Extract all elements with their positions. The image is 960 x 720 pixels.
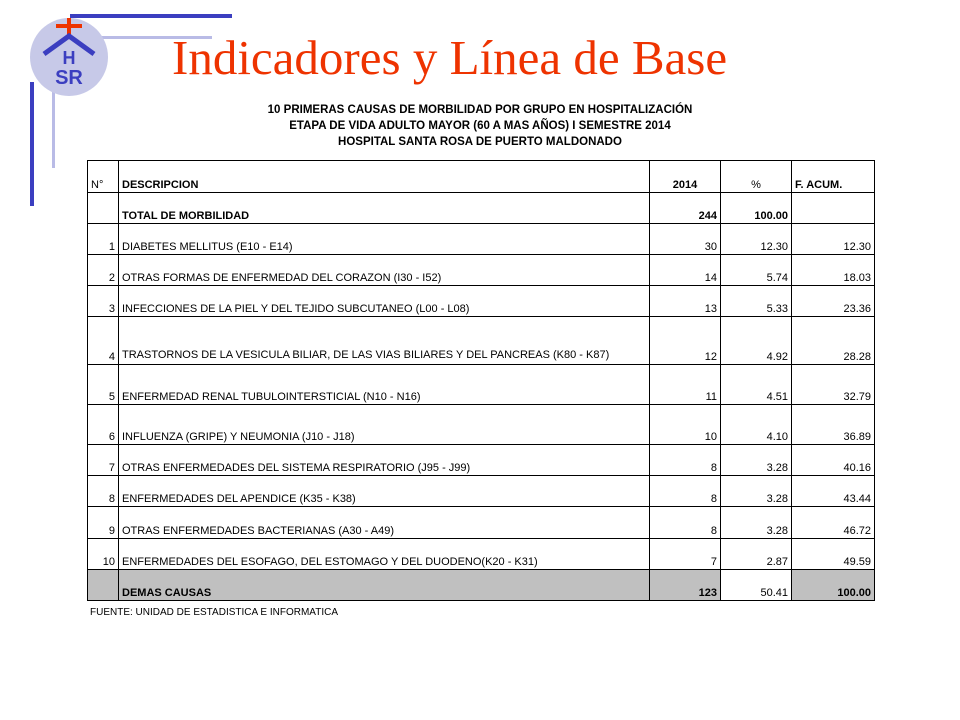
row-desc: ENFERMEDADES DEL ESOFAGO, DEL ESTOMAGO Y DEL DUODENO(K20 - K31): [119, 539, 650, 570]
table-row: [88, 476, 875, 507]
row-desc: ENFERMEDAD RENAL TUBULOINTERSTICIAL (N10 - N16): [119, 365, 650, 405]
row-year: 13: [650, 286, 721, 317]
demas-pct: 50.41: [721, 570, 792, 601]
demas-num: [88, 570, 119, 601]
svg-text:SR: SR: [55, 67, 83, 89]
col-header-acum: F. ACUM.: [792, 161, 875, 193]
row-pct: 5.33: [721, 286, 792, 317]
row-num: 10: [88, 539, 119, 570]
total-desc: TOTAL DE MORBILIDAD: [119, 193, 650, 224]
row-pct: 4.51: [721, 365, 792, 405]
col-header-num: N°: [88, 161, 119, 193]
row-desc: OTRAS ENFERMEDADES BACTERIANAS (A30 - A49): [119, 507, 650, 539]
house-cross-icon: [30, 18, 108, 96]
row-pct: 4.92: [721, 317, 792, 365]
row-year: 8: [650, 507, 721, 539]
row-year: 14: [650, 255, 721, 286]
row-desc: INFLUENZA (GRIPE) Y NEUMONIA (J10 - J18): [119, 405, 650, 445]
row-acum: 23.36: [792, 286, 875, 317]
heading-line-3: HOSPITAL SANTA ROSA DE PUERTO MALDONADO: [338, 136, 622, 148]
table-row: [88, 224, 875, 255]
row-year: 12: [650, 317, 721, 365]
row-pct: 3.28: [721, 476, 792, 507]
row-num: 1: [88, 224, 119, 255]
table-row: [88, 286, 875, 317]
row-desc: OTRAS FORMAS DE ENFERMEDAD DEL CORAZON (I30 - I52): [119, 255, 650, 286]
row-acum: 28.28: [792, 317, 875, 365]
svg-text:H: H: [62, 48, 76, 68]
row-year: 8: [650, 476, 721, 507]
row-acum: 46.72: [792, 507, 875, 539]
frame-line-left-dark: [30, 82, 34, 206]
row-pct: 4.10: [721, 405, 792, 445]
row-acum: 32.79: [792, 365, 875, 405]
demas-causas-row: [88, 570, 875, 601]
slide-title: Indicadores y Línea de Base: [172, 30, 728, 85]
row-acum: 12.30: [792, 224, 875, 255]
table-row: [88, 365, 875, 405]
row-num: 8: [88, 476, 119, 507]
total-pct: 100.00: [721, 193, 792, 224]
row-desc: ENFERMEDADES DEL APENDICE (K35 - K38): [119, 476, 650, 507]
col-header-year: 2014: [650, 161, 721, 193]
row-num: 2: [88, 255, 119, 286]
demas-desc: DEMAS CAUSAS: [119, 570, 650, 601]
row-acum: 43.44: [792, 476, 875, 507]
table-row: [88, 405, 875, 445]
total-acum: [792, 193, 875, 224]
total-year: 244: [650, 193, 721, 224]
table-heading: [110, 102, 850, 150]
row-desc: DIABETES MELLITUS (E10 - E14): [119, 224, 650, 255]
row-pct: 3.28: [721, 445, 792, 476]
morbidity-table-container: [87, 160, 875, 601]
row-pct: 3.28: [721, 507, 792, 539]
total-row: [88, 193, 875, 224]
morbidity-table: [87, 160, 875, 601]
row-desc: INFECCIONES DE LA PIEL Y DEL TEJIDO SUBCUTANEO (L00 - L08): [119, 286, 650, 317]
row-acum: 18.03: [792, 255, 875, 286]
hospital-logo: [30, 18, 108, 96]
table-row: [88, 255, 875, 286]
row-num: 4: [88, 317, 119, 365]
source-note: FUENTE: UNIDAD DE ESTADISTICA E INFORMATICA: [90, 607, 338, 618]
row-num: 6: [88, 405, 119, 445]
row-pct: 2.87: [721, 539, 792, 570]
row-desc: TRASTORNOS DE LA VESICULA BILIAR, DE LAS VIAS BILIARES Y DEL PANCREAS (K80 - K87): [119, 317, 650, 365]
total-num: [88, 193, 119, 224]
row-acum: 36.89: [792, 405, 875, 445]
table-row: [88, 317, 875, 365]
demas-acum: 100.00: [792, 570, 875, 601]
heading-line-1: 10 PRIMERAS CAUSAS DE MORBILIDAD POR GRUPO EN HOSPITALIZACIÓN: [267, 104, 693, 116]
row-year: 30: [650, 224, 721, 255]
demas-year: 123: [650, 570, 721, 601]
row-acum: 49.59: [792, 539, 875, 570]
row-num: 5: [88, 365, 119, 405]
row-desc: OTRAS ENFERMEDADES DEL SISTEMA RESPIRATORIO (J95 - J99): [119, 445, 650, 476]
table-row: [88, 539, 875, 570]
row-pct: 12.30: [721, 224, 792, 255]
row-acum: 40.16: [792, 445, 875, 476]
row-year: 7: [650, 539, 721, 570]
row-pct: 5.74: [721, 255, 792, 286]
frame-line-left-light: [52, 92, 55, 168]
header-row: [88, 161, 875, 193]
table-row: [88, 507, 875, 539]
row-num: 7: [88, 445, 119, 476]
row-num: 3: [88, 286, 119, 317]
row-num: 9: [88, 507, 119, 539]
col-header-desc: DESCRIPCION: [119, 161, 650, 193]
row-year: 8: [650, 445, 721, 476]
row-year: 11: [650, 365, 721, 405]
heading-line-2: ETAPA DE VIDA ADULTO MAYOR (60 A MAS AÑOS) I SEMESTRE 2014: [289, 120, 671, 132]
row-year: 10: [650, 405, 721, 445]
col-header-pct: %: [721, 161, 792, 193]
table-row: [88, 445, 875, 476]
